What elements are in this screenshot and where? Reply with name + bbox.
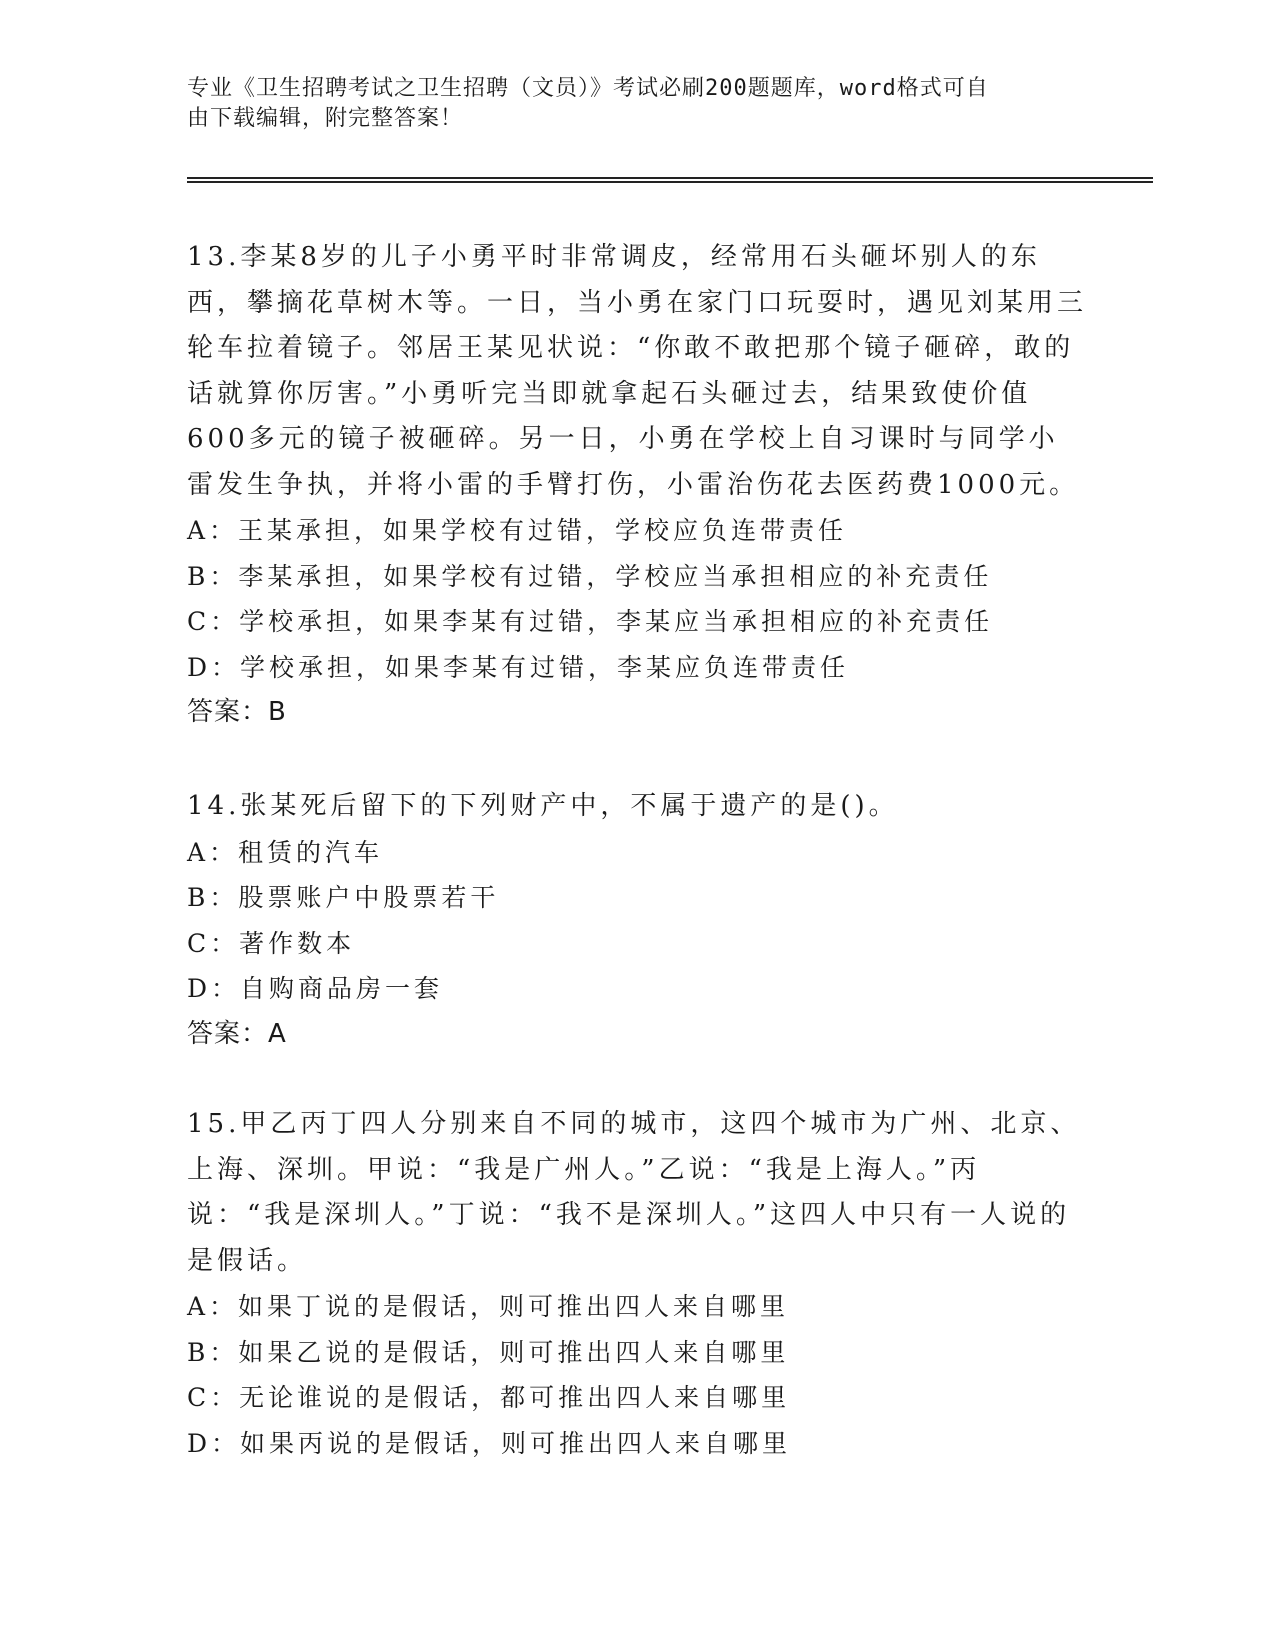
option-d: D：如果丙说的是假话，则可推出四人来自哪里 bbox=[187, 1428, 792, 1458]
option-d: D：自购商品房一套 bbox=[187, 974, 444, 1003]
option-b: B：如果乙说的是假话，则可推出四人来自哪里 bbox=[187, 1337, 790, 1367]
option-b: B：股票账户中股票若干 bbox=[187, 883, 500, 912]
header-divider-bottom bbox=[187, 181, 1153, 183]
document-header bbox=[187, 74, 1067, 134]
option-a: A：王某承担，如果学校有过错，学校应负连带责任 bbox=[187, 516, 848, 545]
option-c: C：著作数本 bbox=[187, 928, 356, 958]
question-14 bbox=[187, 784, 1087, 1057]
answer-line: 答案：A bbox=[187, 1018, 287, 1049]
question-15 bbox=[187, 1102, 1087, 1466]
question-stem: 13.李某8岁的儿子小勇平时非常调皮，经常用石头砸坏别人的东西，攀摘花草树木等。一日，当小勇在家门口玩耍时，遇见刘某用三轮车拉着镜子。邻居王某见状说：“你敢不敢把那个镜子砸碎，敢的话就算你厉害。”小勇听完当即就拿起石头砸过去，结果致使价值600多元的镜子被砸碎。另一日，小勇在学校上自习课时与同学小雷发生争执，并将小雷的手臂打伤，小雷治伤花去医药费1000元。 bbox=[187, 242, 1088, 500]
header-divider-top bbox=[187, 177, 1153, 179]
header-line-1: 专业《卫生招聘考试之卫生招聘（文员）》考试必刷200题题库，word格式可自 bbox=[187, 76, 989, 101]
option-d: D：学校承担，如果李某有过错，李某应负连带责任 bbox=[187, 652, 850, 682]
question-13 bbox=[187, 235, 1087, 736]
question-stem: 15.甲乙丙丁四人分别来自不同的城市，这四个城市为广州、北京、上海、深圳。甲说：“我是广州人。”乙说：“我是上海人。”丙说：“我是深圳人。”丁说：“我不是深圳人。”这四人中只有一人说的是假话。 bbox=[187, 1109, 1081, 1276]
answer-line: 答案：B bbox=[187, 697, 287, 727]
option-b: B：李某承担，如果学校有过错，学校应当承担相应的补充责任 bbox=[187, 561, 993, 591]
option-a: A：租赁的汽车 bbox=[187, 837, 384, 867]
option-c: C：学校承担，如果李某有过错，李某应当承担相应的补充责任 bbox=[187, 607, 994, 636]
question-stem: 14.张某死后留下的下列财产中，不属于遗产的是()。 bbox=[187, 791, 899, 821]
option-c: C：无论谁说的是假话，都可推出四人来自哪里 bbox=[187, 1383, 791, 1412]
header-line-2: 由下载编辑，附完整答案！ bbox=[187, 106, 464, 131]
option-a: A：如果丁说的是假话，则可推出四人来自哪里 bbox=[187, 1292, 790, 1321]
